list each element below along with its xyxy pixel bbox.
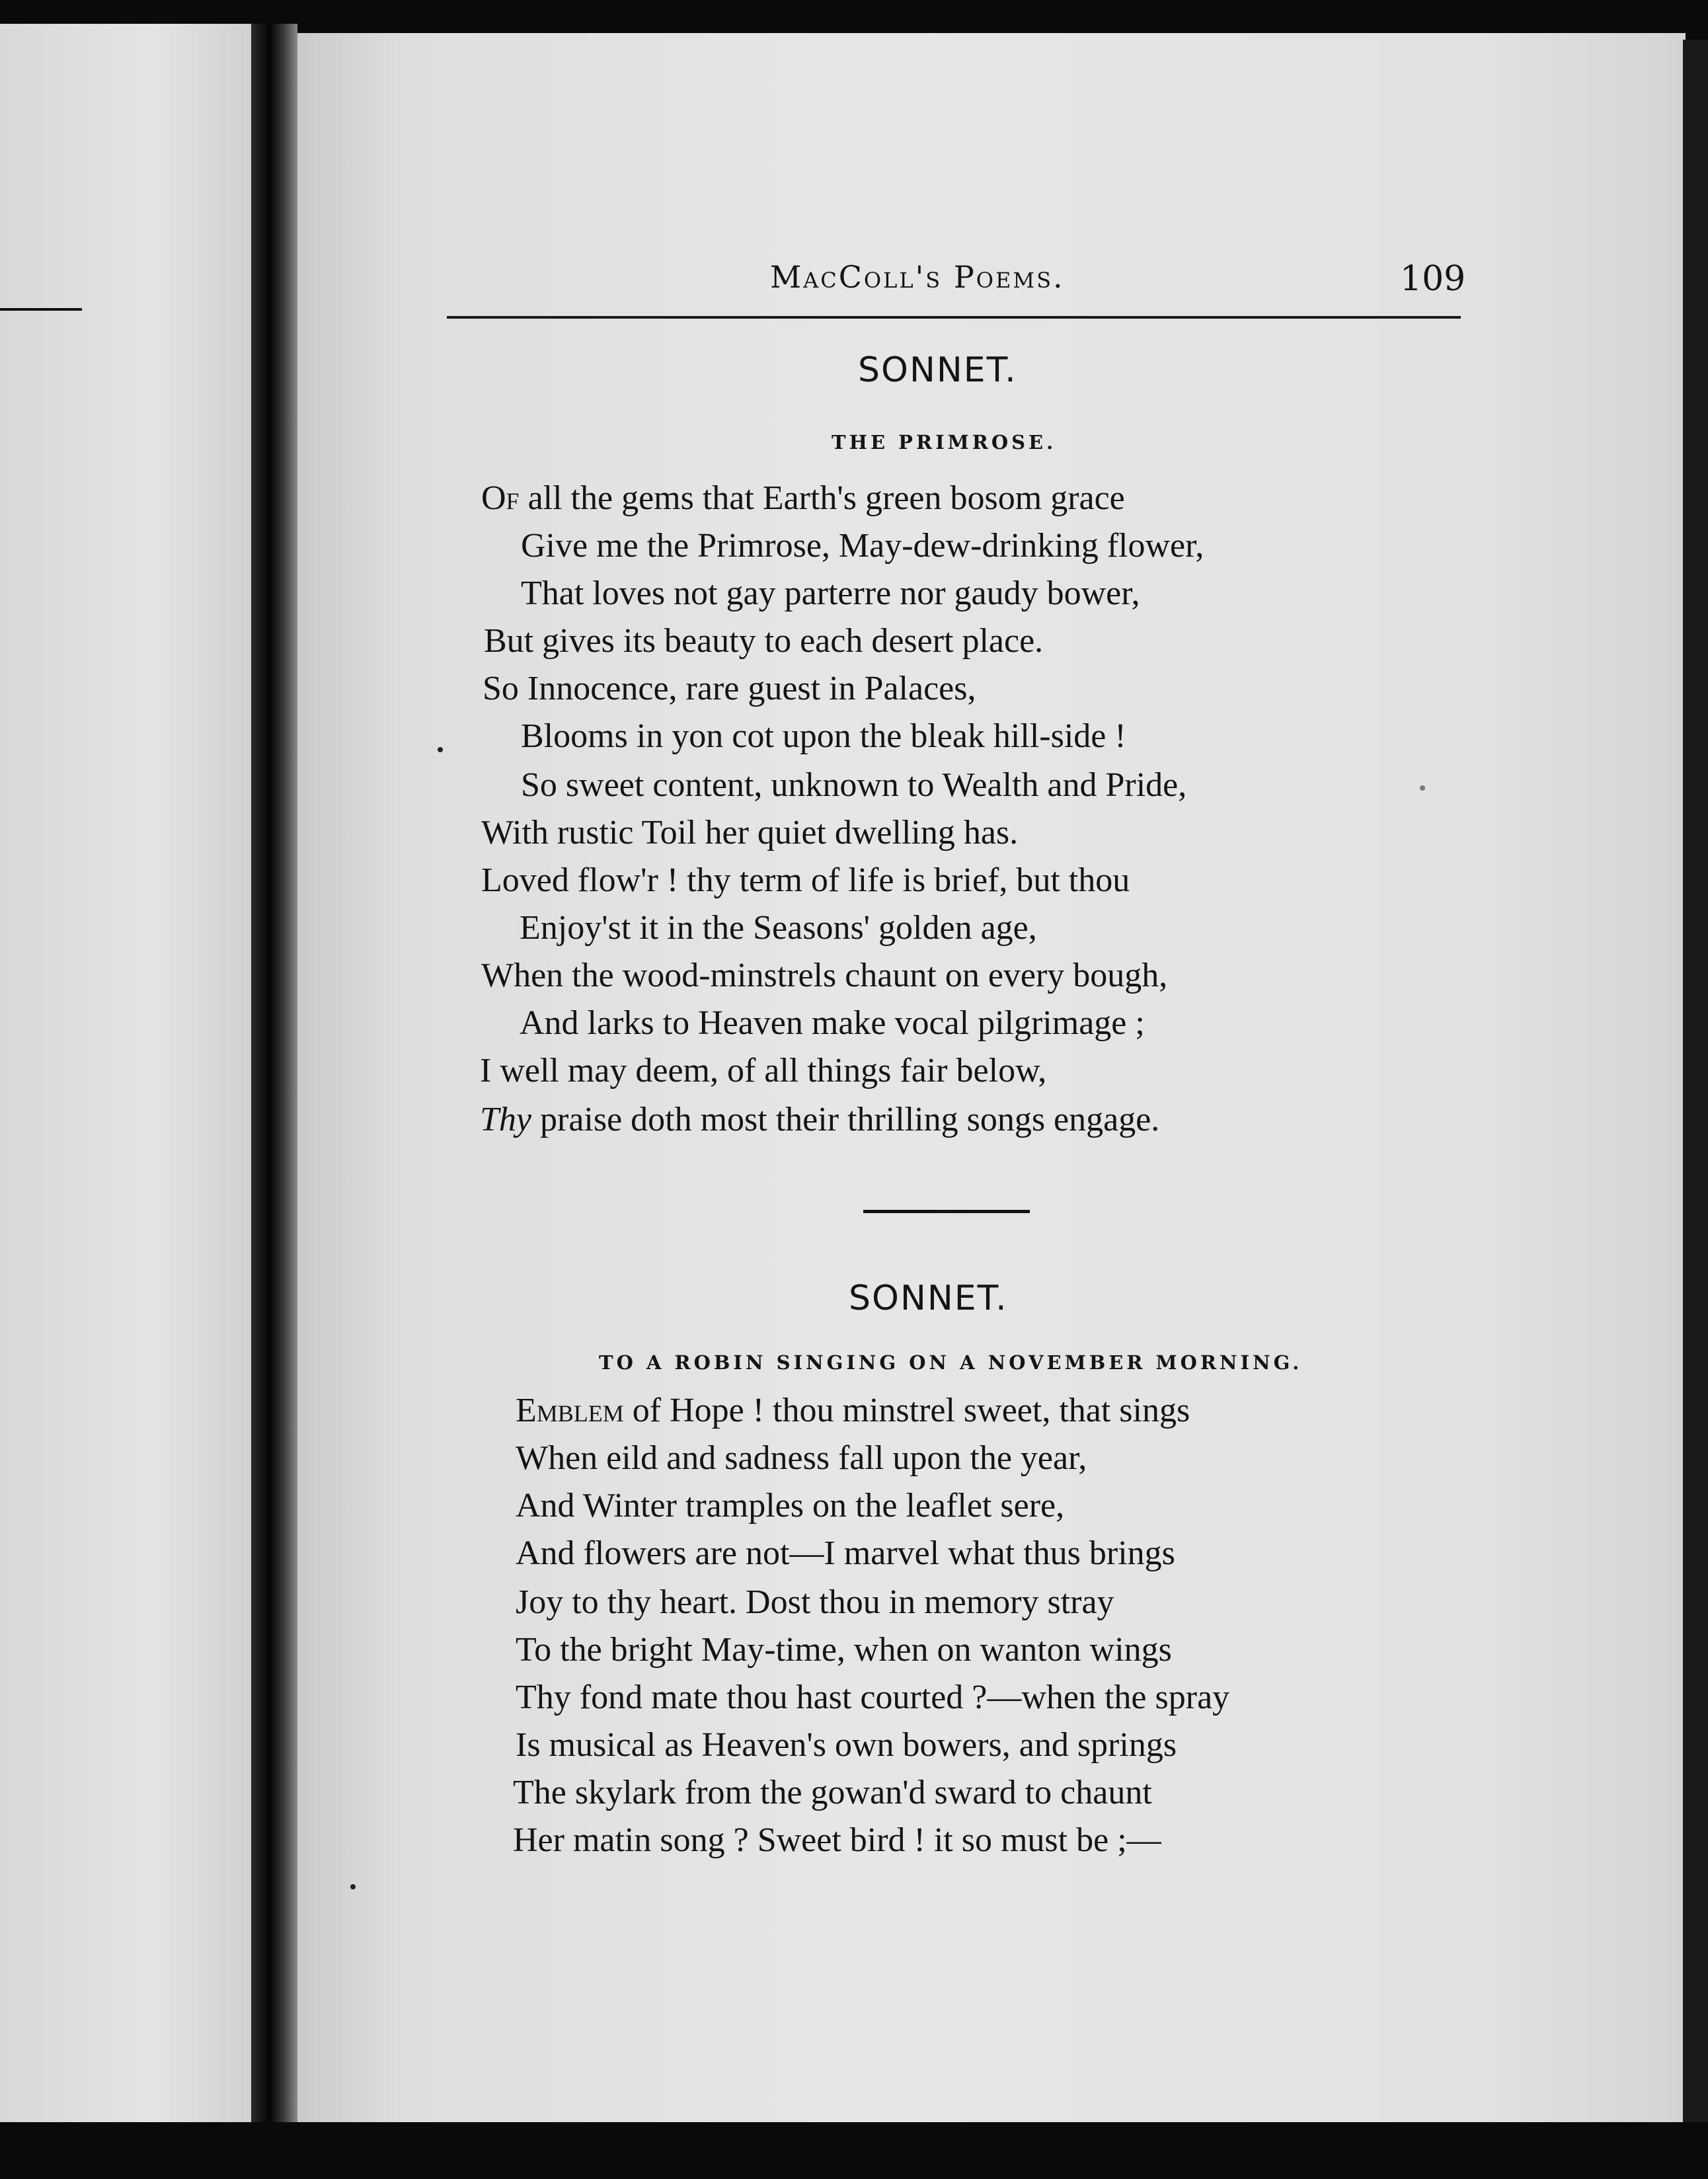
section-divider [863,1210,1030,1213]
poem1-line-8: With rustic Toil her quiet dwelling has. [481,814,1019,852]
poem1-line-1-rest: all the gems that Earth's green bosom grace [519,479,1125,517]
poem1-line-13: I well may deem, of all things fair below, [480,1052,1047,1090]
poem1-line-5: So Innocence, rare guest in Palaces, [483,670,976,707]
page-number: 109 [1400,259,1466,299]
poem1-line-7: So sweet content, unknown to Wealth and Pride, [521,766,1187,804]
header-rule [447,316,1461,319]
poem1-line-14-lead: Thy [480,1101,531,1138]
poem2-line-1-lead: Emblem [516,1392,624,1429]
scan-speck [438,747,443,752]
poem1-line-1-lead: Of [481,479,520,517]
poem2-line-10: Her matin song ? Sweet bird ! it so must be ;— [513,1821,1161,1859]
left-page-rule [0,308,82,311]
poem2-subtitle: TO A ROBIN SINGING ON A NOVEMBER MORNING. [599,1351,1303,1374]
poem2-line-3: And Winter tramples on the leaflet sere, [516,1487,1065,1525]
poem1-line-4: But gives its beauty to each desert place. [484,622,1044,660]
left-page [0,24,259,2126]
poem1-line-10: Enjoy'st it in the Seasons' golden age, [520,909,1037,947]
scan-border [0,2122,1708,2179]
poem1-line-6: Blooms in yon cot upon the bleak hill-side ! [521,717,1126,755]
running-title: MacColl's Poems. [770,259,1065,295]
poem2-line-6: To the bright May-time, when on wanton wings [516,1631,1172,1669]
poem1-title: SONNET. [858,350,1017,390]
poem1-line-2: Give me the Primrose, May-dew-drinking flower, [521,527,1204,565]
poem2-line-5: Joy to thy heart. Dost thou in memory stray [516,1583,1114,1621]
book-gutter [251,24,297,2126]
poem2-line-1 [516,1394,1190,1428]
poem2-line-4: And flowers are not—I marvel what thus brings [516,1534,1175,1572]
scan-speck [350,1884,356,1889]
poem1-line-3: That loves not gay parterre nor gaudy bower, [521,574,1140,612]
poem1-subtitle: THE PRIMROSE. [832,431,1057,454]
poem1-line-9: Loved flow'r ! thy term of life is brief, but thou [481,861,1130,899]
poem1-line-11: When the wood-minstrels chaunt on every bough, [481,957,1168,994]
poem1-line-12: And larks to Heaven make vocal pilgrimage ; [520,1004,1145,1042]
poem2-line-1-rest: of Hope ! thou minstrel sweet, that sings [623,1392,1190,1429]
poem1-line-14 [480,1103,1159,1137]
poem2-line-8: Is musical as Heaven's own bowers, and springs [516,1726,1177,1764]
poem1-line-14-rest: praise doth most their thrilling songs engage. [531,1101,1160,1138]
poem2-line-9: The skylark from the gowan'd sward to chaunt [513,1774,1152,1811]
poem1-line-1 [481,481,1125,516]
page-edge [1683,40,1708,2129]
poem2-line-7: Thy fond mate thou hast courted ?—when the spray [516,1679,1230,1716]
scan-speck [1420,785,1425,791]
poem2-title: SONNET. [849,1279,1008,1318]
poem2-line-2: When eild and sadness fall upon the year, [516,1439,1087,1477]
